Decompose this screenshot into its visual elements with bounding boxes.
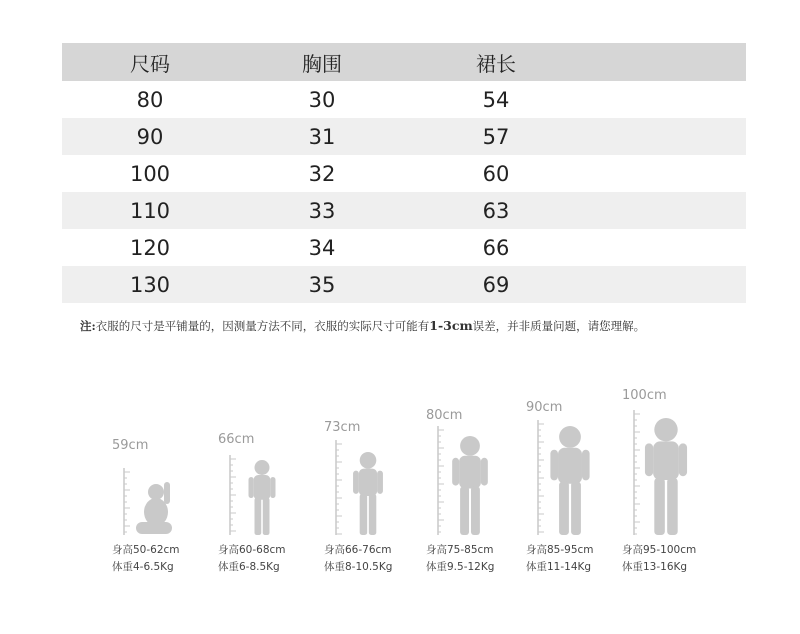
child-silhouette-icon — [218, 380, 318, 540]
table-row — [62, 229, 746, 266]
header-chest: 胸围 — [302, 51, 342, 76]
child-silhouette-icon — [324, 380, 424, 540]
body-height: 身高85-95cm — [526, 544, 594, 556]
cell-chest: 32 — [308, 161, 336, 186]
kid-figure — [426, 380, 526, 595]
child-silhouette-icon — [622, 380, 722, 540]
cell-chest: 33 — [308, 198, 336, 223]
table-row — [62, 155, 746, 192]
child-silhouette-icon — [426, 380, 526, 540]
height-label: 59cm — [112, 438, 149, 453]
kid-figure — [526, 380, 626, 595]
measurement-note — [80, 318, 780, 334]
cell-size: 110 — [129, 198, 171, 223]
cell-size: 90 — [136, 124, 164, 149]
height-label: 66cm — [218, 432, 255, 447]
cell-length: 66 — [482, 235, 510, 260]
body-height: 身高60-68cm — [218, 544, 286, 556]
child-silhouette-icon — [112, 380, 212, 540]
cell-size: 130 — [129, 272, 171, 297]
note-label: 注: — [80, 319, 96, 333]
kid-figure — [112, 380, 212, 595]
body-weight: 体重13-16Kg — [622, 561, 688, 573]
cell-chest: 35 — [308, 272, 336, 297]
note-text-before: 衣服的尺寸是平铺量的，因测量方法不同，衣服的实际尺寸可能有 — [95, 319, 430, 333]
body-weight: 体重9.5-12Kg — [426, 561, 495, 573]
cell-chest: 34 — [308, 235, 336, 260]
table-row — [62, 192, 746, 229]
header-size: 尺码 — [130, 51, 170, 76]
cell-length: 63 — [482, 198, 510, 223]
cell-length: 57 — [482, 124, 510, 149]
table-row — [62, 81, 746, 118]
child-silhouette-icon — [526, 380, 626, 540]
body-weight: 体重11-14Kg — [526, 561, 592, 573]
size-range — [622, 542, 696, 576]
cell-chest: 30 — [308, 87, 336, 112]
height-chart — [100, 380, 720, 600]
height-label: 80cm — [426, 408, 463, 423]
note-emphasis: 1-3cm — [429, 318, 473, 333]
kid-figure — [324, 380, 424, 595]
size-range — [324, 542, 392, 576]
height-label: 90cm — [526, 400, 563, 415]
cell-length: 54 — [482, 87, 510, 112]
size-range — [112, 542, 180, 576]
body-height: 身高95-100cm — [622, 544, 697, 556]
body-height: 身高75-85cm — [426, 544, 494, 556]
body-weight: 体重4-6.5Kg — [112, 561, 174, 573]
size-range — [218, 542, 286, 576]
body-height: 身高66-76cm — [324, 544, 392, 556]
height-label: 73cm — [324, 420, 361, 435]
size-table — [62, 43, 746, 303]
cell-size: 100 — [129, 161, 171, 186]
cell-length: 60 — [482, 161, 510, 186]
table-row — [62, 118, 746, 155]
cell-size: 80 — [136, 87, 164, 112]
table-row — [62, 266, 746, 303]
header-length: 裙长 — [476, 51, 516, 76]
kid-figure — [218, 380, 318, 595]
cell-length: 69 — [482, 272, 510, 297]
body-weight: 体重6-8.5Kg — [218, 561, 280, 573]
height-label: 100cm — [622, 388, 667, 403]
cell-chest: 31 — [308, 124, 336, 149]
size-range — [426, 542, 494, 576]
table-header — [62, 43, 746, 81]
body-height: 身高50-62cm — [112, 544, 180, 556]
kid-figure — [622, 380, 722, 595]
size-range — [526, 542, 594, 576]
body-weight: 体重8-10.5Kg — [324, 561, 393, 573]
cell-size: 120 — [129, 235, 171, 260]
note-text-after: 误差，并非质量问题，请您理解。 — [472, 319, 646, 333]
